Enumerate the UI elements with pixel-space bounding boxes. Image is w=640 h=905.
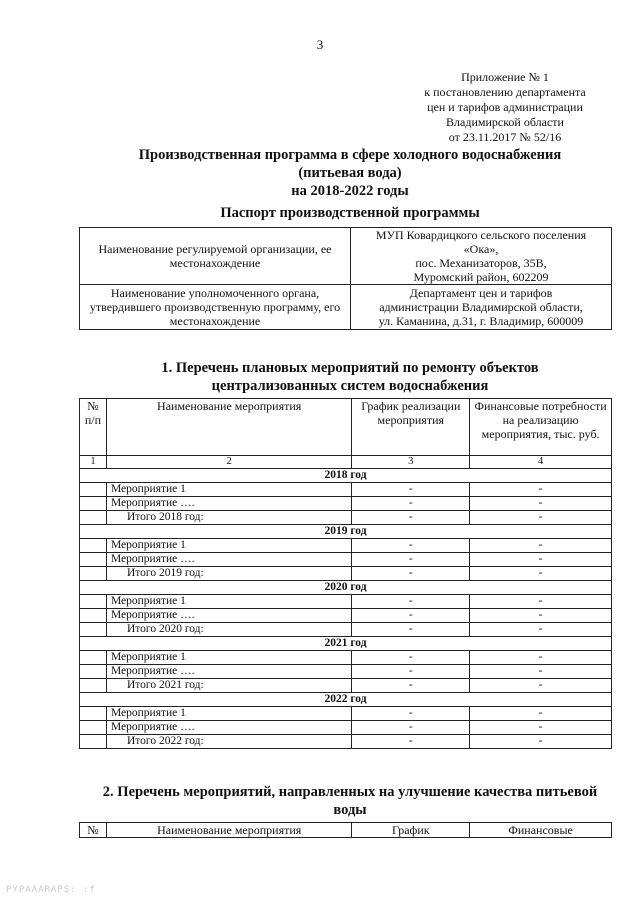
event-schedule: - <box>352 679 470 693</box>
scan-footnote: PYPAAARAPS: :f <box>6 885 96 895</box>
row-number <box>80 511 107 525</box>
event-name: Мероприятие 1 <box>106 539 351 553</box>
row-number <box>80 567 107 581</box>
table-row <box>80 497 612 511</box>
event-finance: - <box>470 497 612 511</box>
table-row <box>80 483 612 497</box>
table-row <box>80 707 612 721</box>
appendix-line: от 23.11.2017 № 52/16 <box>448 130 562 144</box>
row-number <box>80 707 107 721</box>
event-schedule: - <box>352 721 470 735</box>
table-row <box>80 553 612 567</box>
event-schedule: - <box>352 707 470 721</box>
section2-title <box>60 783 640 819</box>
row-number <box>80 539 107 553</box>
title-line: (питьевая вода) <box>298 165 402 181</box>
year-label: 2018 год <box>80 469 612 483</box>
table-header-row <box>80 399 612 456</box>
table-row <box>80 721 612 735</box>
table-row <box>80 511 612 525</box>
event-name: Мероприятие …. <box>106 721 351 735</box>
header-name: Наименование мероприятия <box>106 399 351 456</box>
table-row <box>80 595 612 609</box>
event-finance: - <box>470 511 612 525</box>
value-line: Департамент цен и тарифов <box>409 286 553 300</box>
passport-row <box>80 228 612 285</box>
table-row <box>80 665 612 679</box>
event-schedule: - <box>352 735 470 749</box>
event-finance: - <box>470 665 612 679</box>
row-number <box>80 721 107 735</box>
header-name: Наименование мероприятия <box>106 823 351 838</box>
section-title-line: централизованных систем водоснабжения <box>211 378 489 394</box>
table-row <box>80 539 612 553</box>
event-finance: - <box>470 735 612 749</box>
header-schedule: График реализации мероприятия <box>352 399 470 456</box>
event-schedule: - <box>352 623 470 637</box>
year-label: 2021 год <box>80 637 612 651</box>
row-number <box>80 609 107 623</box>
passport-title: Паспорт производственной программы <box>220 205 480 221</box>
event-name: Итого 2018 год: <box>106 511 351 525</box>
event-schedule: - <box>352 567 470 581</box>
event-schedule: - <box>352 553 470 567</box>
appendix-block <box>380 70 630 145</box>
table-row <box>80 679 612 693</box>
row-number <box>80 483 107 497</box>
table-row <box>80 651 612 665</box>
event-finance: - <box>470 623 612 637</box>
header-number: № п/п <box>80 399 107 456</box>
title-line: на 2018-2022 годы <box>291 183 409 199</box>
event-name: Мероприятие 1 <box>106 651 351 665</box>
value-line: пос. Механизаторов, 35В, <box>415 256 547 270</box>
repair-plan-table <box>79 398 612 749</box>
event-finance: - <box>470 679 612 693</box>
header-schedule: График <box>352 823 470 838</box>
event-schedule: - <box>352 483 470 497</box>
event-finance: - <box>470 609 612 623</box>
passport-value <box>351 228 612 285</box>
header-finance: Финансовые потребности на реализацию мероприятия, тыс. руб. <box>470 399 612 456</box>
event-finance: - <box>470 651 612 665</box>
column-number: 3 <box>352 456 470 469</box>
section-title-line: 2. Перечень мероприятий, направленных на улучшение качества питьевой <box>102 784 598 800</box>
event-name: Мероприятие …. <box>106 609 351 623</box>
passport-row <box>80 285 612 330</box>
table-row <box>80 567 612 581</box>
event-name: Мероприятие …. <box>106 665 351 679</box>
year-row <box>80 469 612 483</box>
year-row <box>80 637 612 651</box>
event-finance: - <box>470 483 612 497</box>
event-name: Итого 2021 год: <box>106 679 351 693</box>
event-finance: - <box>470 553 612 567</box>
table-header-row <box>80 823 612 838</box>
table-row <box>80 735 612 749</box>
appendix-line: цен и тарифов администрации <box>427 100 583 114</box>
value-line: МУП Ковардицкого сельского поселения <box>375 228 587 242</box>
section-title-line: 1. Перечень плановых мероприятий по ремонту объектов <box>161 360 539 376</box>
row-number <box>80 553 107 567</box>
table-row <box>80 623 612 637</box>
event-name: Мероприятие 1 <box>106 707 351 721</box>
year-label: 2020 год <box>80 581 612 595</box>
header-finance: Финансовые <box>470 823 612 838</box>
row-number <box>80 679 107 693</box>
value-line: «Ока», <box>463 242 499 256</box>
appendix-line: Владимирской области <box>446 115 564 129</box>
event-name: Мероприятие 1 <box>106 595 351 609</box>
section1-title <box>60 359 640 395</box>
event-name: Итого 2020 год: <box>106 623 351 637</box>
event-name: Итого 2019 год: <box>106 567 351 581</box>
event-schedule: - <box>352 497 470 511</box>
title-line: Производственная программа в сфере холодного водоснабжения <box>138 147 562 163</box>
page-number: 3 <box>316 37 324 52</box>
event-schedule: - <box>352 651 470 665</box>
column-numbers-row <box>80 456 612 469</box>
row-number <box>80 651 107 665</box>
event-finance: - <box>470 721 612 735</box>
column-number: 4 <box>470 456 612 469</box>
event-name: Мероприятие 1 <box>106 483 351 497</box>
column-number: 1 <box>80 456 107 469</box>
column-number: 2 <box>106 456 351 469</box>
event-schedule: - <box>352 595 470 609</box>
year-row <box>80 525 612 539</box>
value-line: ул. Каманина, д.31, г. Владимир, 600009 <box>378 314 584 328</box>
event-schedule: - <box>352 665 470 679</box>
row-number <box>80 623 107 637</box>
appendix-line: к постановлению департамента <box>424 85 586 99</box>
year-label: 2022 год <box>80 693 612 707</box>
passport-value <box>351 285 612 330</box>
header-number: № <box>80 823 107 838</box>
event-name: Мероприятие …. <box>106 553 351 567</box>
row-number <box>80 595 107 609</box>
event-finance: - <box>470 707 612 721</box>
document-title <box>60 146 640 200</box>
section-title-line: воды <box>333 802 367 818</box>
event-schedule: - <box>352 511 470 525</box>
event-finance: - <box>470 567 612 581</box>
passport-label: Наименование регулируемой организации, ее местонахождение <box>80 228 351 285</box>
value-line: Муромский район, 602209 <box>413 270 549 284</box>
row-number <box>80 665 107 679</box>
row-number <box>80 497 107 511</box>
event-finance: - <box>470 595 612 609</box>
passport-table <box>79 227 612 330</box>
appendix-line: Приложение № 1 <box>461 70 549 84</box>
value-line: администрации Владимирской области, <box>379 300 583 314</box>
row-number <box>80 735 107 749</box>
table-row <box>80 609 612 623</box>
event-schedule: - <box>352 539 470 553</box>
year-row <box>80 581 612 595</box>
passport-label: Наименование уполномоченного органа, утвердившего производственную программу, его местонахождение <box>80 285 351 330</box>
event-schedule: - <box>352 609 470 623</box>
event-name: Мероприятие …. <box>106 497 351 511</box>
year-label: 2019 год <box>80 525 612 539</box>
event-finance: - <box>470 539 612 553</box>
quality-plan-table <box>79 822 612 838</box>
event-name: Итого 2022 год: <box>106 735 351 749</box>
year-row <box>80 693 612 707</box>
